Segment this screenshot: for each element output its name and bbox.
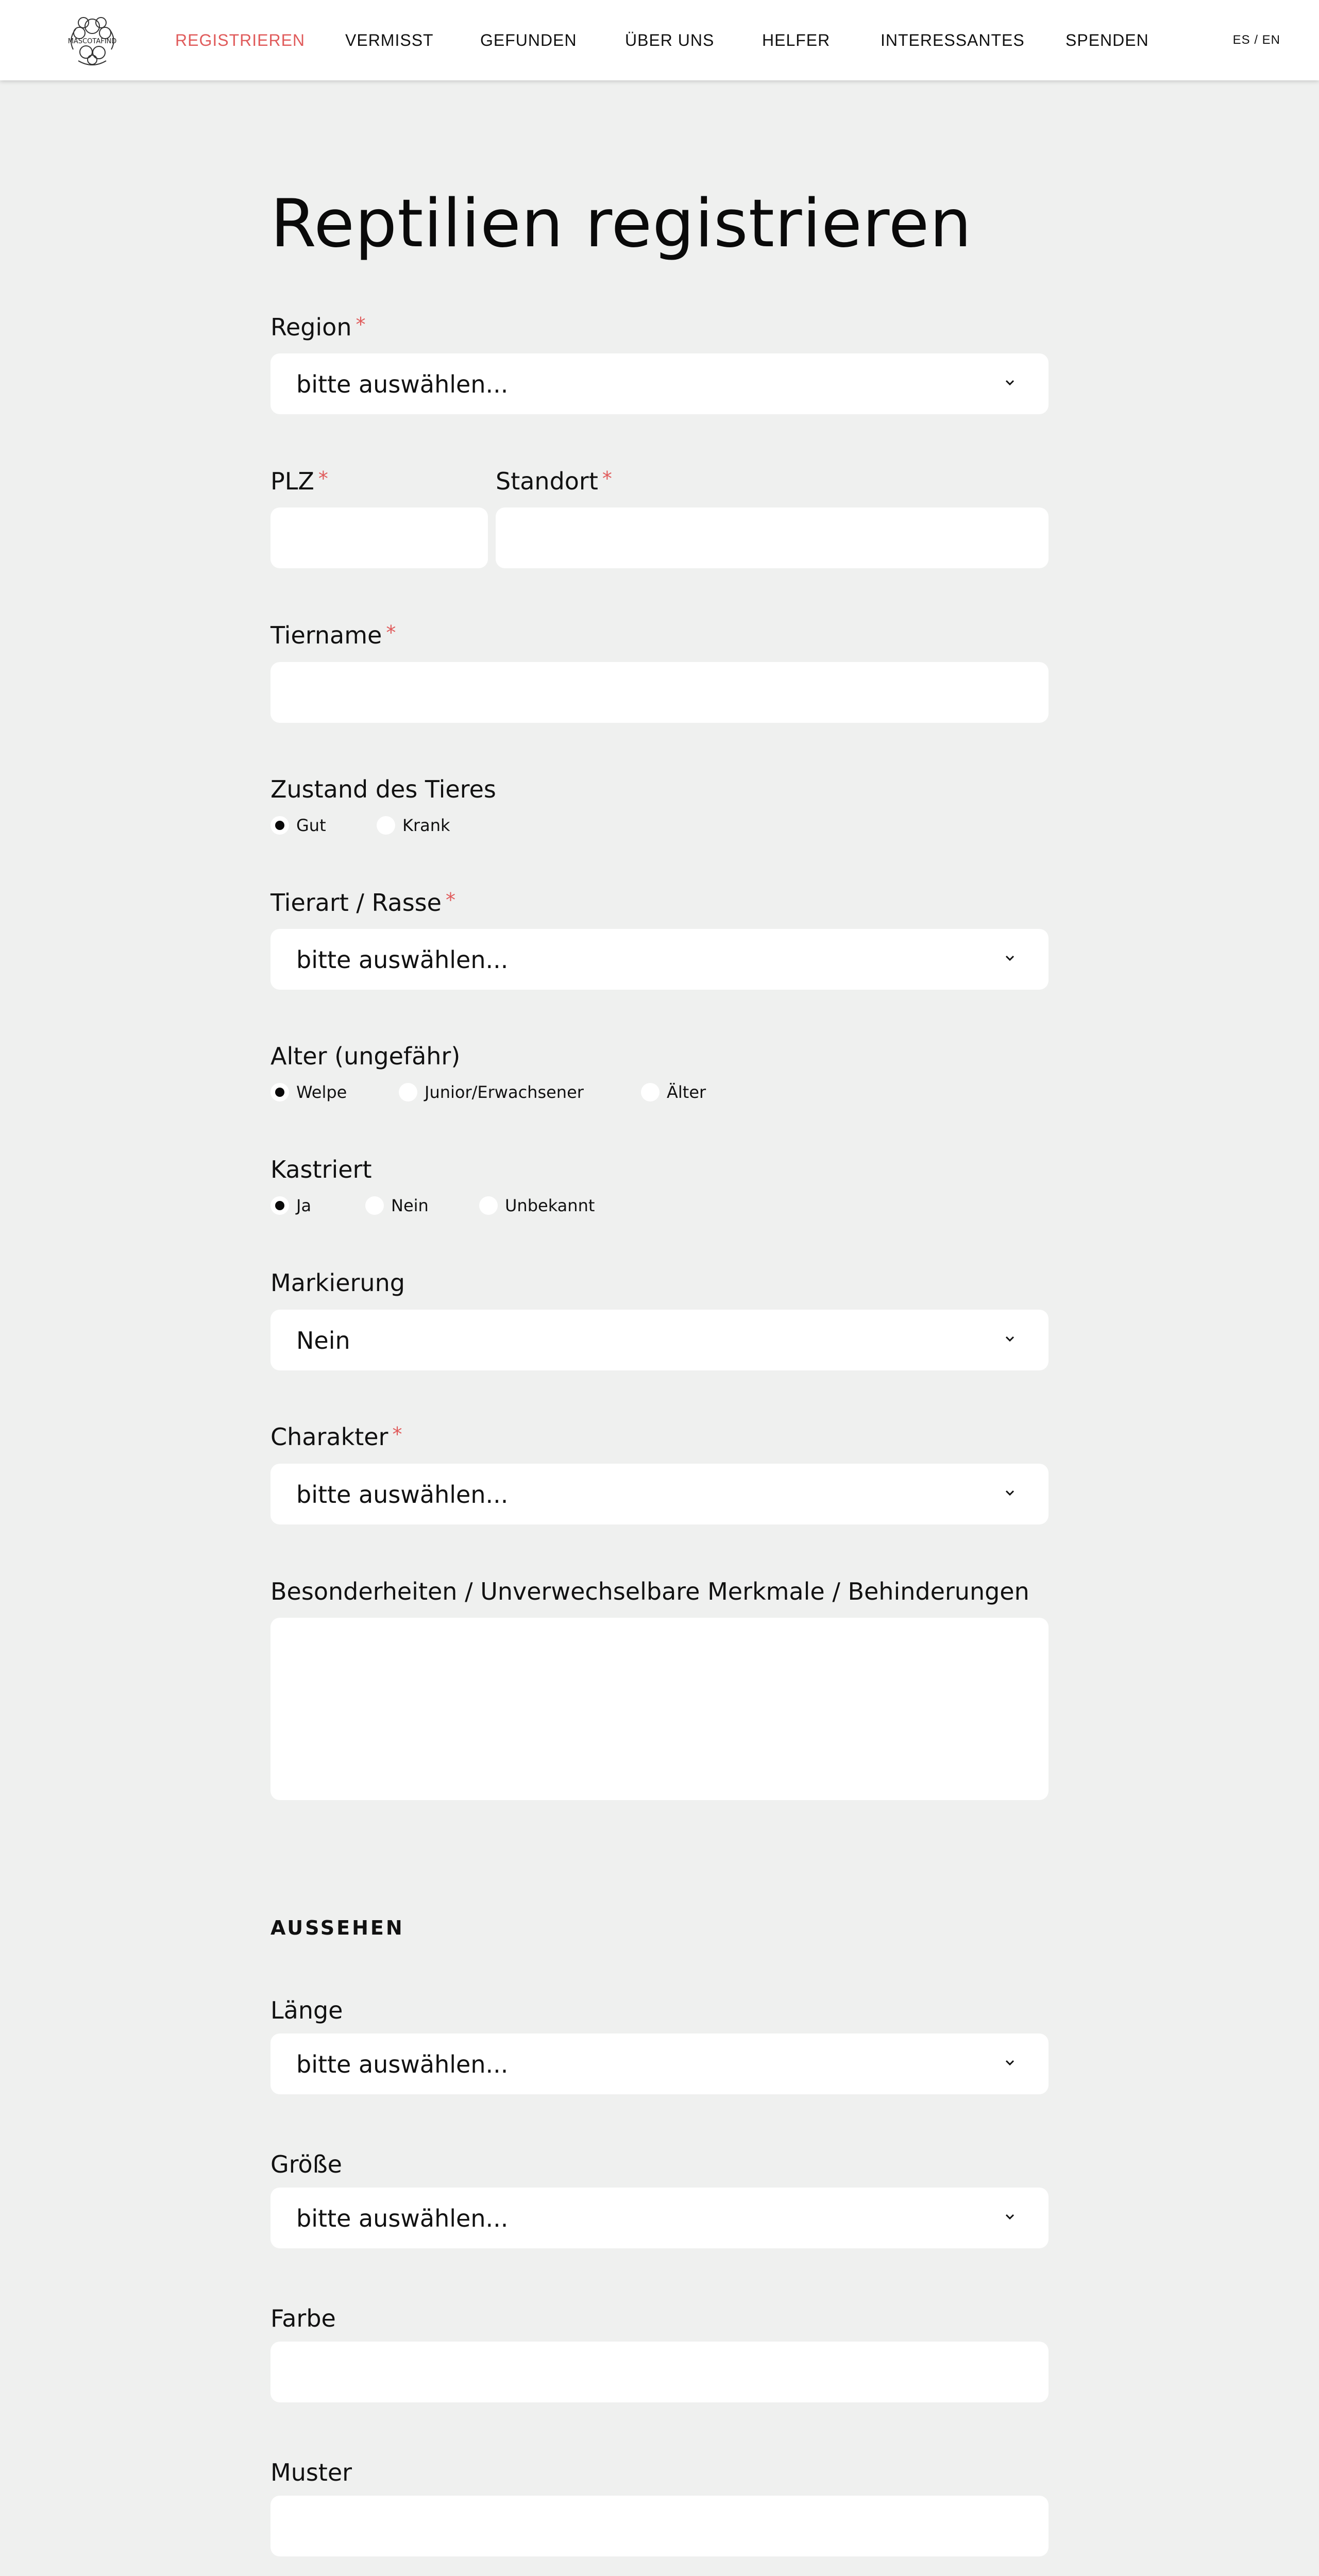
muster-input[interactable] (270, 2496, 1049, 2556)
markierung-select[interactable]: Nein (270, 1310, 1049, 1370)
nav-item-registrieren[interactable]: REGISTRIEREN (175, 31, 306, 49)
besonderheiten-textarea[interactable] (270, 1618, 1049, 1800)
charakter-label: Charakter * (270, 1423, 402, 1451)
required-asterisk: * (445, 889, 455, 911)
nav-item-gefunden[interactable]: GEFUNDEN (480, 31, 577, 49)
nav-item-helfer[interactable]: HELFER (762, 31, 831, 49)
tierart-select[interactable]: bitte auswählen... (270, 929, 1049, 990)
top-navigation-bar (0, 0, 1319, 80)
region-select-value: bitte auswählen... (296, 370, 509, 398)
nav-item-ueber-uns[interactable]: ÜBER UNS (625, 31, 715, 49)
radio-button[interactable] (270, 1196, 289, 1215)
region-label: Region * (270, 313, 366, 341)
tierart-label: Tierart / Rasse * (270, 889, 455, 917)
radio-button[interactable] (377, 816, 395, 835)
required-asterisk: * (602, 467, 612, 490)
mascotafind-logo[interactable] (58, 3, 127, 73)
chevron-down-icon (1002, 1485, 1018, 1501)
radio-button[interactable] (641, 1083, 660, 1101)
groesse-select[interactable]: bitte auswählen... (270, 2188, 1049, 2248)
standort-label: Standort * (496, 467, 612, 495)
markierung-label: Markierung (270, 1269, 405, 1297)
required-asterisk: * (392, 1423, 402, 1446)
chevron-down-icon (1002, 951, 1018, 966)
charakter-select[interactable]: bitte auswählen... (270, 1464, 1049, 1524)
laenge-label: Länge (270, 1996, 343, 2024)
radio-button[interactable] (270, 816, 289, 835)
required-asterisk: * (318, 467, 328, 490)
radio-button[interactable] (479, 1196, 498, 1215)
groesse-label: Größe (270, 2150, 342, 2178)
zustand-label: Zustand des Tieres (270, 775, 496, 803)
alter-label: Alter (ungefähr) (270, 1042, 461, 1070)
chevron-down-icon (1002, 375, 1018, 391)
svg-text:MASCOTAFIND: MASCOTAFIND (67, 38, 117, 45)
standort-input[interactable] (496, 507, 1049, 568)
chevron-down-icon (1002, 1331, 1018, 1347)
radio-button[interactable] (399, 1083, 417, 1101)
language-switcher[interactable]: ES / EN (1232, 33, 1280, 47)
tiername-label: Tiername * (270, 621, 396, 649)
kastriert-label: Kastriert (270, 1156, 372, 1183)
chevron-down-icon (1002, 2209, 1018, 2225)
nav-item-spenden[interactable]: SPENDEN (1066, 31, 1149, 49)
besonderheiten-label: Besonderheiten / Unverwechselbare Merkmale / Behinderungen (270, 1578, 1029, 1605)
section-title-aussehen: AUSSEHEN (270, 1917, 404, 1939)
farbe-input[interactable] (270, 2342, 1049, 2402)
muster-label: Muster (270, 2459, 352, 2486)
page-title: Reptilien registrieren (270, 185, 972, 262)
radio-button[interactable] (270, 1083, 289, 1101)
radio-button[interactable] (365, 1196, 384, 1215)
chevron-down-icon (1002, 2055, 1018, 2071)
laenge-select[interactable]: bitte auswählen... (270, 2033, 1049, 2094)
plz-input[interactable] (270, 507, 488, 568)
farbe-label: Farbe (270, 2304, 336, 2332)
required-asterisk: * (356, 313, 366, 336)
region-select[interactable] (270, 353, 1049, 414)
nav-item-interessantes[interactable]: INTERESSANTES (881, 31, 1025, 49)
tiername-input[interactable] (270, 662, 1049, 723)
nav-item-vermisst[interactable]: VERMISST (345, 31, 434, 49)
required-asterisk: * (386, 621, 396, 644)
plz-label: PLZ * (270, 467, 328, 495)
